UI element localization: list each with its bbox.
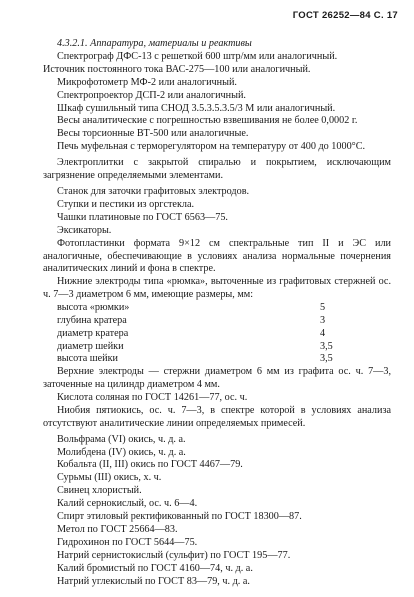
apparatus-line: Источник постоянного тока ВАС-275—100 или аналогичный. — [43, 63, 311, 75]
reagent-item: Калий сернокислый, ос. ч. 6—4. — [57, 498, 198, 510]
tools-line: Чашки платиновые по ГОСТ 6563—75. — [57, 211, 228, 223]
dimension-row — [57, 315, 391, 328]
page-content — [43, 38, 391, 589]
tools-line: Станок для заточки графитовых электродов. — [57, 185, 250, 197]
reagent-item: Натрий сернистокислый (сульфит) по ГОСТ 195—77. — [57, 549, 291, 561]
reagent-item: Сурьмы (III) окись, х. ч. — [57, 472, 162, 484]
tools-line: Ступки и пестики из оргстекла. — [57, 198, 195, 210]
torsion-balance-line: Весы торсионные ВТ-500 или аналогичные. — [57, 128, 249, 140]
dimension-label: высота «рюмки» — [57, 302, 130, 314]
apparatus-line: Шкаф сушильный типа СНОД 3.5.3.5.3.5/3 М или аналогичный. — [57, 102, 336, 114]
furnace-paragraph: Печь муфельная с терморегулятором на температуру от 400 до 1000°С. — [57, 141, 366, 153]
reagent-item: Молибдена (IV) окись, ч. д. а. — [57, 446, 186, 458]
reagent-item: Натрий углекислый по ГОСТ 83—79, ч. д. а. — [57, 575, 250, 587]
reagent-item: Калий бромистый по ГОСТ 4160—74, ч. д. а. — [57, 562, 253, 574]
dimension-label: диаметр кратера — [57, 327, 129, 339]
reagent-item: Кобальта (II, III) окись по ГОСТ 4467—79. — [57, 459, 243, 471]
reagent-item: Метол по ГОСТ 25664—83. — [57, 524, 178, 535]
reagent-item: Вольфрама (VI) окись, ч. д. а. — [57, 433, 186, 445]
upper-electrodes-paragraph: Верхние электроды — стержни диаметром 6 мм из графита ос. ч. 7—3, заточенные на цилиндр диаметром 4 мм. — [43, 366, 391, 391]
apparatus-line: Спектропроектор ДСП-2 или аналогичный. — [57, 89, 246, 101]
dimension-value: 3,5 — [320, 353, 333, 365]
electrode-dimensions-table — [57, 302, 391, 366]
dimension-label: глубина кратера — [57, 314, 127, 326]
apparatus-line: Микрофотометр МФ-2 или аналогичный. — [57, 76, 237, 88]
balance-paragraph: Весы аналитические с погрешностью взвешивания не более 0,0002 г. — [57, 115, 358, 127]
stove-paragraph: Электроплитки с закрытой спиралью и покрытием, исключающим загрязнение определяемыми элементами. — [43, 157, 391, 182]
dimension-label: высота шейки — [57, 353, 119, 365]
dimension-label: диаметр шейки — [57, 340, 124, 352]
reagent-item: Свинец хлористый. — [57, 485, 142, 497]
dimension-value: 4 — [320, 327, 326, 339]
dimension-row — [57, 302, 391, 315]
lower-electrodes-paragraph: Нижние электроды типа «рюмка», выточенные из графитовых стержней ос. ч. 7—3 диаметром 6 мм, имеющие размеры, мм: — [43, 276, 391, 301]
dimension-value: 3 — [320, 314, 326, 326]
acid-line: Кислота соляная по ГОСТ 14261—77, ос. ч. — [57, 391, 248, 403]
dimension-row — [57, 328, 391, 341]
dimension-row — [57, 353, 391, 366]
dimension-row — [57, 341, 391, 354]
reagent-item: Спирт этиловый ректификованный по ГОСТ 18300—87. — [57, 511, 302, 523]
reagent-list — [57, 434, 391, 589]
plates-paragraph: Фотопластинки формата 9×12 см спектральные тип II и ЭС или аналогичные, обеспечивающие в условиях анализа нормальные почернения аналитических линий и фона в спектре. — [43, 237, 391, 275]
dimension-value: 5 — [320, 302, 326, 314]
apparatus-line: Спектрограф ДФС-13 с решеткой 600 штр/мм или аналогичный. — [57, 50, 338, 62]
tools-line: Эксикаторы. — [57, 224, 112, 236]
niobium-paragraph: Ниобия пятиокись, ос. ч. 7—3, в спектре которой в условиях анализа отсутствуют аналитические линии определяемых примесей. — [43, 404, 391, 429]
dimension-value: 3,5 — [320, 340, 333, 352]
page-header: ГОСТ 26252—84 С. 17 — [292, 10, 398, 21]
reagent-item: Гидрохинон по ГОСТ 5644—75. — [57, 536, 198, 548]
section-heading: 4.3.2.1. Аппаратура, материалы и реактивы — [57, 38, 252, 49]
